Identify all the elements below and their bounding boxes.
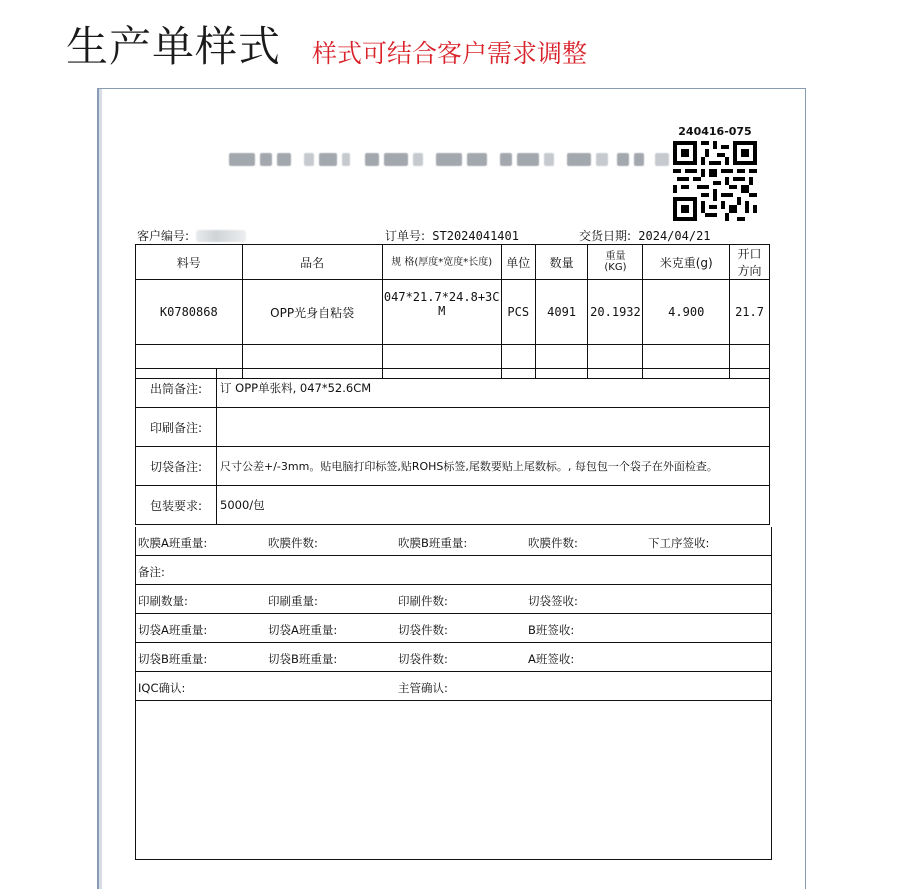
table-row — [136, 280, 770, 345]
production-order-sheet — [97, 88, 806, 889]
signoff-field: 印刷数量: — [138, 594, 188, 608]
signoff-row — [136, 585, 771, 614]
col-header-code: 料号 — [136, 245, 243, 280]
cell-unit: PCS — [501, 280, 535, 345]
order-no-label: 订单号: — [385, 229, 426, 243]
signoff-field: 备注: — [138, 565, 165, 579]
remark-row-print — [136, 408, 770, 447]
signoff-row — [136, 672, 771, 701]
remark-row-cut — [136, 447, 770, 486]
cell-code: K0780868 — [136, 280, 243, 345]
qr-code-number: 240416-075 — [678, 125, 752, 138]
signoff-field: 切袋签收: — [528, 594, 578, 608]
cell-gram: 4.900 — [643, 280, 730, 345]
signoff-row — [136, 527, 771, 556]
remark-pack-value: 5000/包 — [217, 486, 770, 525]
signoff-field: 切袋A班重量: — [138, 623, 208, 637]
remark-row-pack — [136, 486, 770, 525]
signoff-field: 下工序签收: — [648, 536, 710, 550]
cell-spec: 047*21.7*24.8+3CM — [382, 280, 501, 345]
page-subtitle: 样式可结合客户需求调整 — [312, 39, 588, 68]
blurred-company-title — [229, 153, 669, 166]
col-header-weight-label: 重量 — [605, 251, 626, 262]
signoff-field: 吹膜B班重量: — [398, 536, 468, 550]
items-table — [135, 244, 770, 379]
col-header-spec: 规 格(厚度*宽度*长度) — [382, 245, 501, 280]
col-header-weight-unit: (KG) — [604, 262, 627, 273]
remark-print-value — [217, 408, 770, 447]
remark-pack-label: 包装要求: — [136, 486, 217, 525]
signoff-field: 印刷件数: — [398, 594, 448, 608]
signoff-field: 切袋B班重量: — [268, 652, 338, 666]
signoff-field: 切袋B班重量: — [138, 652, 208, 666]
qr-code-block — [673, 125, 757, 221]
table-header-row — [136, 245, 770, 280]
signoff-field: 吹膜件数: — [528, 536, 578, 550]
col-header-name: 品名 — [242, 245, 382, 280]
delivery-date — [579, 227, 711, 244]
page-title: 生产单样式 — [66, 22, 282, 71]
remark-out-label: 出筒备注: — [136, 369, 217, 408]
cell-name: OPP光身自粘袋 — [242, 280, 382, 345]
remark-print-label: 印刷备注: — [136, 408, 217, 447]
remark-row-out — [136, 369, 770, 408]
remark-out-value: 订 OPP单张料, 047*52.6CM — [217, 369, 770, 408]
delivery-date-value: 2024/04/21 — [638, 229, 711, 243]
signoff-field: 切袋件数: — [398, 652, 448, 666]
signoff-field: 印刷重量: — [268, 594, 318, 608]
remark-cut-label: 切袋备注: — [136, 447, 217, 486]
signoff-row — [136, 614, 771, 643]
customer-no-label: 客户编号: — [137, 229, 190, 243]
signoff-field: 主管确认: — [398, 681, 448, 695]
signoff-row — [136, 643, 771, 672]
col-header-qty: 数量 — [535, 245, 588, 280]
signoff-field: A班签收: — [528, 652, 575, 666]
signoff-field: 吹膜件数: — [268, 536, 318, 550]
col-header-opening — [730, 245, 770, 280]
cell-weight: 20.1932 — [588, 280, 643, 345]
col-header-weight — [588, 245, 643, 280]
order-no — [385, 227, 519, 244]
cell-opening: 21.7 — [730, 280, 770, 345]
signoff-field: B班签收: — [528, 623, 575, 637]
col-header-unit: 单位 — [501, 245, 535, 280]
qr-code-icon — [673, 141, 757, 221]
signoff-field: 切袋件数: — [398, 623, 448, 637]
cell-qty: 4091 — [535, 280, 588, 345]
remark-cut-value: 尺寸公差+/-3mm。贴电脑打印标签,贴ROHS标签,尾数要贴上尾数标。, 每包包一个袋子在外面检查。 — [217, 447, 770, 486]
blurred-customer-no — [196, 230, 246, 242]
order-no-value: ST2024041401 — [432, 229, 519, 243]
signoff-field: IQC确认: — [138, 681, 186, 695]
signoff-row — [136, 556, 771, 585]
delivery-date-label: 交货日期: — [579, 229, 632, 243]
signoff-field: 吹膜A班重量: — [138, 536, 208, 550]
signoff-section — [135, 527, 772, 860]
signoff-field: 切袋A班重量: — [268, 623, 338, 637]
col-header-opening-2: 方向 — [737, 264, 762, 278]
col-header-gram: 米克重(g) — [643, 245, 730, 280]
customer-no — [137, 227, 246, 244]
col-header-opening-1: 开口 — [737, 247, 762, 261]
remarks-table — [135, 368, 770, 525]
